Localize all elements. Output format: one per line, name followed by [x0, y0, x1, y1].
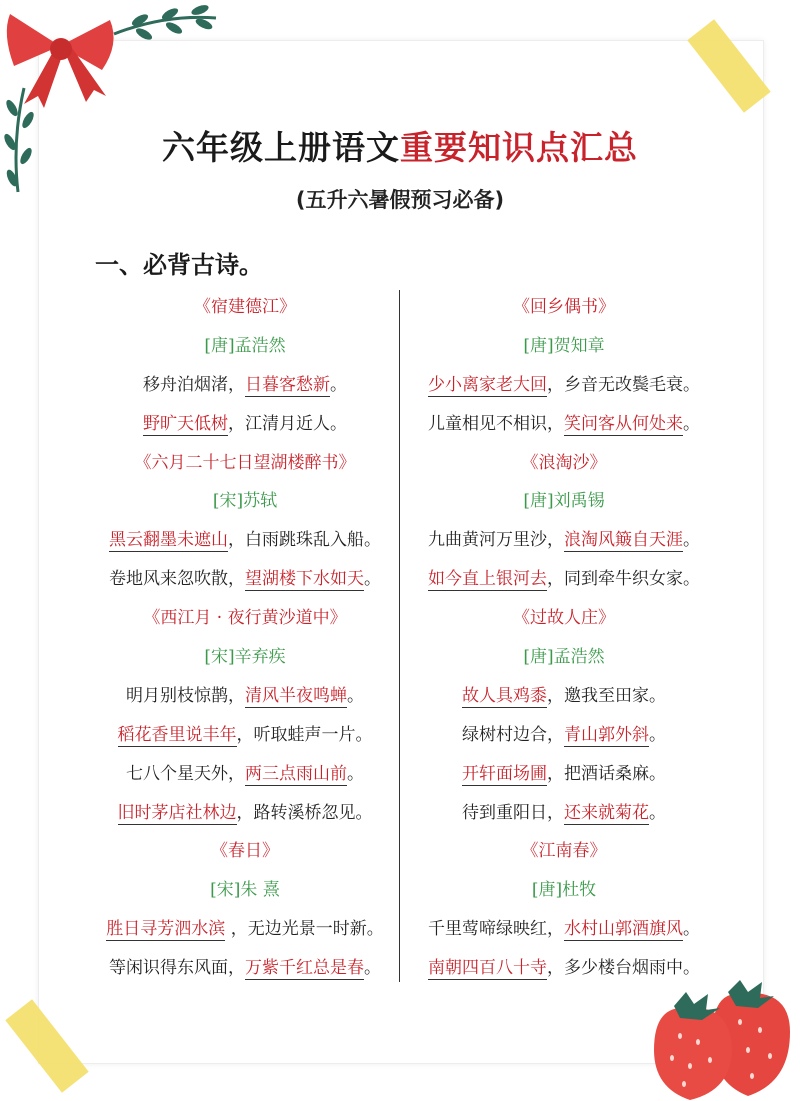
poem-verse — [90, 677, 400, 716]
verse-text: 。 — [649, 724, 666, 745]
verse-text: 。 — [364, 569, 381, 590]
verse-text: 千里莺啼绿映红， — [428, 919, 564, 940]
title-plain: 六年级上册语文 — [162, 128, 400, 167]
poem-title: 《宿建德江》 — [194, 297, 296, 317]
verse-key-phrase: 水村山郭酒旗风 — [564, 919, 683, 940]
poem-verse — [90, 949, 400, 988]
verse-text: ，多少楼台烟雨中。 — [547, 958, 700, 979]
poem-author: [唐]孟浩然 — [523, 647, 605, 668]
poem-author: [唐]贺知章 — [523, 335, 605, 356]
verse-text: 。 — [330, 374, 347, 395]
verse-text: 。 — [683, 413, 700, 434]
verse-key-phrase: 野旷天低树 — [143, 413, 228, 434]
verse-key-phrase: 故人具鸡黍 — [462, 685, 547, 706]
poem-verse — [90, 560, 400, 599]
verse-key-phrase: 浪淘风簸自天涯 — [564, 530, 683, 551]
verse-key-phrase: 笑问客从何处来 — [564, 413, 683, 434]
verse-key-phrase: 日暮客愁新 — [245, 374, 330, 395]
poem-verse — [90, 716, 400, 755]
verse-text: 。 — [347, 685, 364, 706]
leaf-sprig-icon — [110, 4, 220, 44]
poem-verse — [409, 949, 719, 988]
verse-key-phrase: 稻花香里说丰年 — [117, 724, 237, 745]
verse-key-phrase: 少小离家老大回 — [428, 374, 547, 395]
section-heading: 一、必背古诗。 — [95, 251, 263, 279]
poem-verse — [409, 521, 719, 560]
verse-text: 。 — [683, 919, 700, 940]
verse-text: 绿树村边合， — [462, 724, 564, 745]
poem-author: [唐]刘禹锡 — [523, 491, 605, 512]
poem-author: [唐]孟浩然 — [204, 335, 286, 356]
poem-title: 《西江月 · 夜行黄沙道中》 — [143, 608, 347, 629]
right-poem-column — [409, 288, 719, 988]
poem-author: [宋]朱 熹 — [210, 880, 280, 901]
page-subtitle: (五升六暑假预习必备) — [290, 184, 510, 214]
verse-key-phrase: 两三点雨山前 — [245, 763, 347, 784]
left-poem-column — [90, 288, 400, 988]
poem-title: 《回乡偶书》 — [513, 297, 615, 317]
verse-text: ，白雨跳珠乱入船。 — [228, 530, 381, 551]
verse-key-phrase: 望湖楼下水如天 — [245, 569, 364, 590]
verse-key-phrase: 还来就菊花 — [564, 802, 649, 823]
verse-text: ，同到牵牛织女家。 — [547, 569, 700, 590]
verse-text: ，路转溪桥忽见。 — [236, 802, 373, 823]
verse-text: 待到重阳日， — [462, 802, 564, 823]
verse-key-phrase: 万紫千红总是春 — [245, 958, 364, 979]
verse-text: 儿童相见不相识， — [428, 413, 564, 434]
poem-verse — [409, 560, 719, 599]
verse-text: 移舟泊烟渚， — [143, 374, 245, 395]
verse-text: 明月别枝惊鹊， — [126, 685, 245, 706]
verse-key-phrase: 清风半夜鸣蝉 — [245, 685, 347, 706]
verse-text: 。 — [683, 530, 700, 551]
verse-key-phrase: 黑云翻墨未遮山 — [109, 530, 228, 551]
verse-key-phrase: 南朝四百八十寺 — [428, 958, 547, 979]
verse-key-phrase: 青山郭外斜 — [564, 724, 649, 745]
verse-text: ，乡音无改鬓毛衰。 — [547, 374, 700, 395]
verse-text: 。 — [364, 958, 381, 979]
poem-author: [宋]苏轼 — [212, 491, 278, 512]
verse-key-phrase: 胜日寻芳泗水滨 — [106, 919, 226, 940]
verse-key-phrase: 旧时茅店社林边 — [117, 802, 237, 823]
verse-text: ，邀我至田家。 — [547, 685, 666, 706]
verse-key-phrase: 如今直上银河去 — [428, 569, 547, 590]
verse-text: 七八个星天外， — [126, 763, 245, 784]
poem-verse — [409, 366, 719, 405]
verse-text: 。 — [649, 802, 666, 823]
poem-title: 《过故人庄》 — [513, 608, 615, 629]
poem-verse — [409, 716, 719, 755]
poem-verse — [90, 521, 400, 560]
title-highlight: 重要知识点汇总 — [400, 128, 638, 167]
poem-author: [唐]杜牧 — [531, 880, 597, 901]
poem-verse — [409, 755, 719, 794]
poem-title: 《六月二十七日望湖楼醉书》 — [134, 452, 356, 473]
verse-text: ，江清月近人。 — [228, 413, 347, 434]
poem-verse — [90, 910, 400, 949]
poem-verse — [409, 910, 719, 949]
poem-verse — [409, 405, 719, 444]
verse-text: ，无边光景一时新。 — [225, 919, 384, 940]
verse-text: ，听取蛙声一片。 — [236, 724, 373, 745]
poem-title: 《浪淘沙》 — [521, 452, 607, 473]
poem-title: 《春日》 — [211, 841, 279, 862]
poem-verse — [409, 677, 719, 716]
poem-author: [宋]辛弃疾 — [204, 647, 286, 668]
poem-verse — [90, 755, 400, 794]
page-title — [0, 122, 800, 169]
poem-verse — [90, 366, 400, 405]
strawberry-icon — [640, 972, 800, 1101]
poem-verse — [90, 794, 400, 833]
verse-key-phrase: 开轩面场圃 — [462, 763, 547, 784]
verse-text: ，把酒话桑麻。 — [547, 763, 666, 784]
verse-text: 九曲黄河万里沙， — [428, 530, 564, 551]
verse-text: 等闲识得东风面， — [109, 958, 245, 979]
poem-verse — [90, 405, 400, 444]
verse-text: 卷地风来忽吹散， — [109, 569, 245, 590]
verse-text: 。 — [347, 763, 364, 784]
poem-title: 《江南春》 — [521, 841, 607, 862]
poem-verse — [409, 794, 719, 833]
